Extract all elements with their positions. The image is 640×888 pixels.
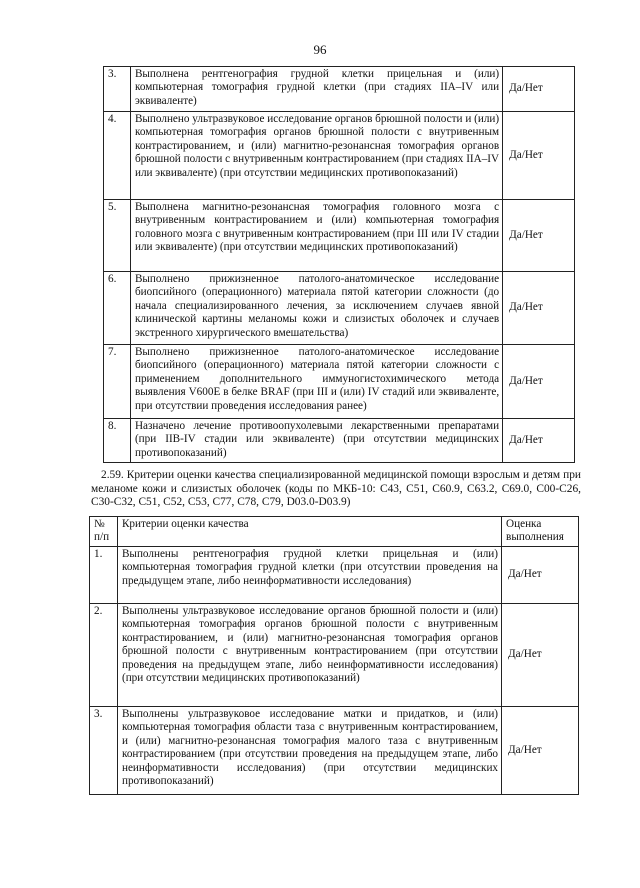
table-header-row bbox=[90, 517, 579, 547]
evaluation-value: Да/Нет bbox=[502, 547, 579, 604]
table-row bbox=[90, 707, 579, 795]
criterion-text: Выполнено прижизненное патолого-анатомическое исследование биопсийного (операционного) материала пятой категории сложности с применением дополнительного иммуногистохимического метода выявления V600E в белке BRAF (при III и (или) IV стадий или эквиваленте, при отсутствии проведения исследования ранее) bbox=[130, 345, 502, 419]
criteria-table bbox=[89, 516, 579, 795]
page-number: 96 bbox=[313, 42, 327, 57]
row-number: 5. bbox=[104, 200, 131, 272]
criterion-text: Выполнена магнитно-резонансная томография головного мозга с внутривенным контрастированием и (или) компьютерная томография головного мозга с внутривенным контрастированием (при III или IV стадии или эквиваленте) (при отсутствии медицинских противопоказаний) bbox=[130, 200, 502, 272]
evaluation-value: Да/Нет bbox=[503, 272, 575, 345]
row-number: 3. bbox=[104, 67, 131, 112]
column-header-number: № п/п bbox=[90, 517, 118, 547]
criterion-text: Выполнена рентгенография грудной клетки прицельная и (или) компьютерная томография грудной клетки (при стадиях IIA–IV или эквиваленте) bbox=[130, 67, 502, 112]
row-number: 8. bbox=[104, 419, 131, 463]
table-row bbox=[104, 419, 575, 463]
evaluation-value: Да/Нет bbox=[503, 200, 575, 272]
row-number: 7. bbox=[104, 345, 131, 419]
table-row bbox=[104, 67, 575, 112]
evaluation-value: Да/Нет bbox=[503, 419, 575, 463]
criteria-table-continued bbox=[103, 66, 575, 463]
evaluation-value: Да/Нет bbox=[502, 707, 579, 795]
row-number: 1. bbox=[90, 547, 118, 604]
table-row bbox=[104, 345, 575, 419]
evaluation-value: Да/Нет bbox=[502, 604, 579, 707]
section-heading bbox=[91, 469, 581, 510]
column-header-criteria: Критерии оценки качества bbox=[117, 517, 501, 547]
table-row bbox=[90, 547, 579, 604]
evaluation-value: Да/Нет bbox=[503, 345, 575, 419]
row-number: 2. bbox=[90, 604, 118, 707]
table-row bbox=[90, 604, 579, 707]
table-row bbox=[104, 200, 575, 272]
row-number: 6. bbox=[104, 272, 131, 345]
criterion-text: Выполнено ультразвуковое исследование органов брюшной полости и (или) компьютерная томография органов брюшной полости с внутривенным контрастированием, и (или) магнитно-резонансная томография органов брюшной полости с внутривенным контрастированием (при стадиях IIA–IV или эквиваленте) (при отсутствии медицинских противопоказаний) bbox=[130, 112, 502, 200]
section-heading-text: 2.59. Критерии оценки качества специализированной медицинской помощи взрослым и детям при меланоме кожи и слизистых оболочек (коды по МКБ-10: C43, C51, C60.9, C63.2, C69.0, C00-C26, C30-C32, C51, C52, C53, C77, C78, C79, D03.0-D03.9) bbox=[91, 469, 581, 509]
criterion-text: Выполнены рентгенография грудной клетки прицельная и (или) компьютерная томография грудной клетки (при отсутствии проведения на предыдущем этапе, либо неинформативности исследования) bbox=[117, 547, 501, 604]
column-header-evaluation: Оценка выполнения bbox=[502, 517, 579, 547]
criterion-text: Выполнены ультразвуковое исследование органов брюшной полости и (или) компьютерная томография органов брюшной полости с внутривенным контрастированием, и (или) магнитно-резонансная томография органов брюшной полости с внутривенным контрастированием (при отсутствии проведения на предыдущем этапе, либо неинформативности исследования) (при отсутствии медицинских противопоказаний) bbox=[117, 604, 501, 707]
evaluation-value: Да/Нет bbox=[503, 67, 575, 112]
criterion-text: Выполнено прижизненное патолого-анатомическое исследование биопсийного (операционного) материала пятой категории сложности (до начала специализированного лечения, за исключением случаев явной клинической картины меланомы кожи и слизистых оболочек и случаев экстренного хирургического вмешательства) bbox=[130, 272, 502, 345]
row-number: 4. bbox=[104, 112, 131, 200]
criterion-text: Назначено лечение противоопухолевыми лекарственными препаратами (при IIB-IV стадии или эквиваленте) (при отсутствии медицинских противопоказаний) bbox=[130, 419, 502, 463]
table-row bbox=[104, 272, 575, 345]
table-row bbox=[104, 112, 575, 200]
evaluation-value: Да/Нет bbox=[503, 112, 575, 200]
row-number: 3. bbox=[90, 707, 118, 795]
criterion-text: Выполнены ультразвуковое исследование матки и придатков, и (или) компьютерная томография области таза с внутривенным контрастированием, и (или) магнитно-резонансная томография малого таза с внутривенным контрастированием (при отсутствии проведения на предыдущем этапе, либо неинформативности исследования) (при отсутствии медицинских противопоказаний) bbox=[117, 707, 501, 795]
